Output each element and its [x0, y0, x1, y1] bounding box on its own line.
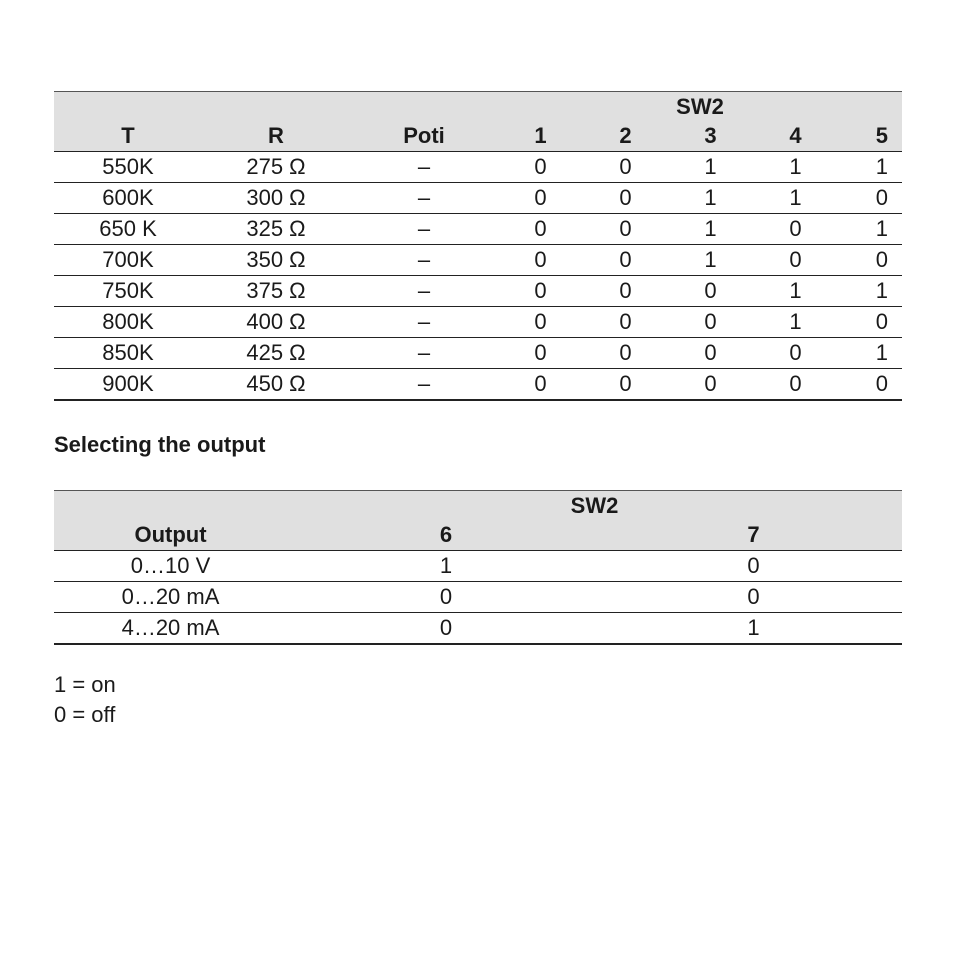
- table-cell: 850K: [54, 338, 202, 369]
- table-cell: 800K: [54, 307, 202, 338]
- table-cell: 0: [583, 152, 668, 183]
- table-row: [54, 245, 902, 276]
- sw2-group-header: SW2: [676, 94, 724, 119]
- table-row: [54, 582, 902, 613]
- table-cell: 0: [838, 245, 902, 276]
- table-cell: 425 Ω: [202, 338, 350, 369]
- table-cell: 0…10 V: [54, 551, 287, 582]
- table-cell: 0: [668, 369, 753, 401]
- table-cell: 300 Ω: [202, 183, 350, 214]
- table-row: [54, 276, 902, 307]
- table-row: [54, 338, 902, 369]
- column-header-sw-6: 6: [287, 520, 605, 551]
- table-row: [54, 369, 902, 401]
- table-cell: 550K: [54, 152, 202, 183]
- table-row: [54, 551, 902, 582]
- table-cell: 1: [605, 613, 902, 645]
- table-cell: –: [350, 245, 498, 276]
- table-cell: –: [350, 369, 498, 401]
- table-cell: 0: [605, 582, 902, 613]
- table-cell: 0: [498, 276, 583, 307]
- column-header-output: Output: [54, 520, 287, 551]
- table-cell: –: [350, 183, 498, 214]
- table-group-header-row: [54, 92, 902, 122]
- column-header-sw-3: 3: [668, 121, 753, 152]
- table-cell: 1: [838, 214, 902, 245]
- table-cell: –: [350, 276, 498, 307]
- column-header-sw-4: 4: [753, 121, 838, 152]
- table-cell: 0…20 mA: [54, 582, 287, 613]
- table-cell: 1: [668, 214, 753, 245]
- table-cell: 4…20 mA: [54, 613, 287, 645]
- table-cell: 1: [838, 338, 902, 369]
- table-cell: 0: [498, 214, 583, 245]
- table-cell: 325 Ω: [202, 214, 350, 245]
- output-switch-table: [54, 490, 902, 645]
- table-cell: 275 Ω: [202, 152, 350, 183]
- table-cell: 1: [668, 152, 753, 183]
- table-cell: 1: [753, 276, 838, 307]
- table-cell: 0: [583, 214, 668, 245]
- table-cell: 350 Ω: [202, 245, 350, 276]
- table-cell: –: [350, 214, 498, 245]
- table-cell: 1: [753, 307, 838, 338]
- column-header-sw-7: 7: [605, 520, 902, 551]
- sw2-group-header: SW2: [570, 493, 619, 518]
- table-cell: 1: [668, 245, 753, 276]
- table-cell: 1: [668, 183, 753, 214]
- table-row: [54, 183, 902, 214]
- legend-on: 1 = on: [54, 672, 116, 697]
- table-row: [54, 307, 902, 338]
- temperature-switch-table: [54, 91, 902, 401]
- table-cell: 0: [668, 307, 753, 338]
- table-header-row: [54, 121, 902, 152]
- table-cell: 0: [838, 307, 902, 338]
- table-cell: 900K: [54, 369, 202, 401]
- table-cell: 0: [668, 276, 753, 307]
- table-cell: –: [350, 152, 498, 183]
- table-cell: 0: [498, 152, 583, 183]
- table-row: [54, 214, 902, 245]
- table-cell: 0: [498, 183, 583, 214]
- table-row: [54, 152, 902, 183]
- table-cell: 0: [838, 369, 902, 401]
- table-cell: 0: [583, 183, 668, 214]
- table-cell: 700K: [54, 245, 202, 276]
- table-cell: 0: [583, 307, 668, 338]
- table-cell: 0: [583, 276, 668, 307]
- legend: [54, 670, 116, 730]
- table-cell: 0: [498, 338, 583, 369]
- table-cell: 1: [838, 152, 902, 183]
- table-cell: 0: [287, 582, 605, 613]
- table-cell: 0: [753, 214, 838, 245]
- column-header-poti: Poti: [350, 121, 498, 152]
- table-group-header-row: [54, 491, 902, 521]
- table-cell: 375 Ω: [202, 276, 350, 307]
- table-cell: 600K: [54, 183, 202, 214]
- table-cell: 0: [753, 369, 838, 401]
- table-cell: –: [350, 307, 498, 338]
- table-cell: 0: [583, 369, 668, 401]
- table-cell: 400 Ω: [202, 307, 350, 338]
- column-header-r: R: [202, 121, 350, 152]
- table-cell: 0: [838, 183, 902, 214]
- column-header-t: T: [54, 121, 202, 152]
- table-cell: 750K: [54, 276, 202, 307]
- table-cell: 0: [583, 338, 668, 369]
- table-cell: 450 Ω: [202, 369, 350, 401]
- column-header-sw-5: 5: [838, 121, 902, 152]
- table-cell: 0: [605, 551, 902, 582]
- table-cell: 0: [287, 613, 605, 645]
- table-header-row: [54, 520, 902, 551]
- table-row: [54, 613, 902, 645]
- table-cell: 1: [753, 183, 838, 214]
- table-cell: 0: [753, 338, 838, 369]
- section-heading: Selecting the output: [54, 432, 266, 457]
- table-cell: 1: [838, 276, 902, 307]
- table-cell: 0: [498, 307, 583, 338]
- column-header-sw-2: 2: [583, 121, 668, 152]
- table-cell: 0: [753, 245, 838, 276]
- column-header-sw-1: 1: [498, 121, 583, 152]
- table-cell: 1: [753, 152, 838, 183]
- table-cell: 650 K: [54, 214, 202, 245]
- table-cell: 0: [668, 338, 753, 369]
- table-cell: 0: [498, 245, 583, 276]
- table-cell: 0: [498, 369, 583, 401]
- legend-off: 0 = off: [54, 702, 116, 727]
- table-cell: 1: [287, 551, 605, 582]
- table-cell: 0: [583, 245, 668, 276]
- table-cell: –: [350, 338, 498, 369]
